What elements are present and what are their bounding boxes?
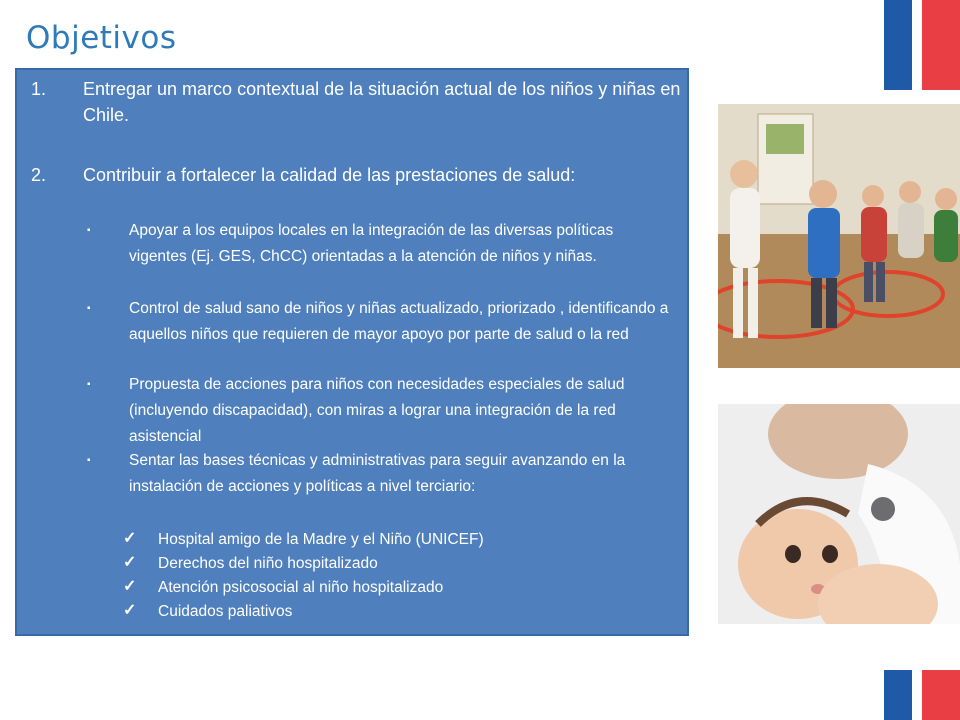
objectives-box <box>15 68 689 636</box>
square-bullet-icon: ▪ <box>87 225 91 236</box>
square-bullet-icon: ▪ <box>87 303 91 314</box>
check-text: Derechos del niño hospitalizado <box>158 555 378 572</box>
check-text: Atención psicosocial al niño hospitalizado <box>158 579 444 596</box>
checkmark-icon: ✓ <box>123 578 137 595</box>
bullet-text: Propuesta de acciones para niños con necesidades especiales de salud (incluyendo discapacidad), con miras a lograr una integración de la red asistencial <box>129 376 625 445</box>
bullet-text: Apoyar a los equipos locales en la integración de las diversas políticas vigentes (Ej. GES, ChCC) orientadas a la atención de niños y niñas. <box>129 222 614 265</box>
item-text: Contribuir a fortalecer la calidad de las prestaciones de salud: <box>83 165 576 185</box>
square-bullet-icon: ▪ <box>87 455 91 466</box>
item-number: 1. <box>31 79 47 99</box>
bullet-text: Control de salud sano de niños y niñas actualizado, priorizado , identificando a aquellos niños que requieren de mayor apoyo por parte de salud o la red <box>129 300 669 343</box>
page-title: Objetivos <box>26 20 177 56</box>
item-number: 2. <box>31 165 47 185</box>
checkmark-icon: ✓ <box>123 530 137 547</box>
square-bullet-icon: ▪ <box>87 379 91 390</box>
checkmark-icon: ✓ <box>123 602 137 619</box>
check-text: Hospital amigo de la Madre y el Niño (UNICEF) <box>158 531 484 548</box>
checkmark-icon: ✓ <box>123 554 137 571</box>
doctor-baby-photo <box>718 404 960 670</box>
chile-flag-stripes-bottom <box>884 670 960 720</box>
children-playing-photo <box>718 104 960 368</box>
item-text: Entregar un marco contextual de la situación actual de los niños y niñas en Chile. <box>83 79 681 125</box>
bullet-text: Sentar las bases técnicas y administrativas para seguir avanzando en la instalación de acciones y políticas a nivel terciario: <box>129 452 626 495</box>
check-text: Cuidados paliativos <box>158 603 293 620</box>
chile-flag-stripes-top <box>884 0 960 90</box>
